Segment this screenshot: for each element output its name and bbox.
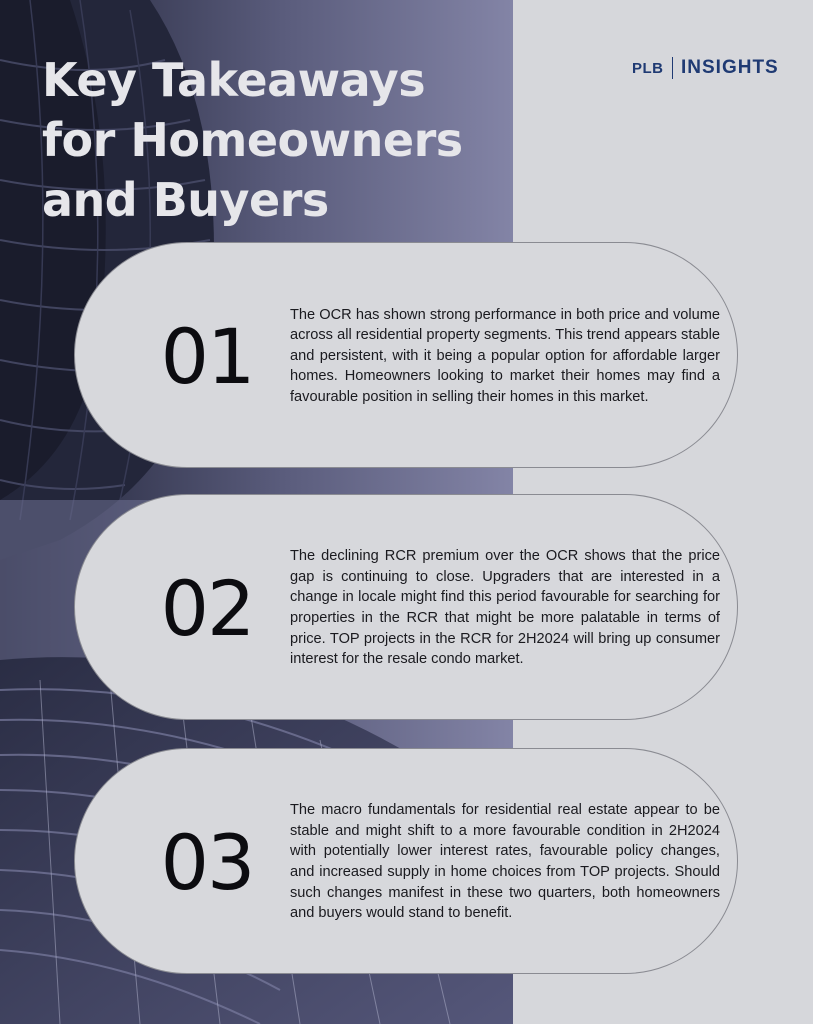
title-line: Key Takeaways <box>42 53 426 107</box>
takeaway-number: 02 <box>160 563 254 653</box>
takeaway-number: 01 <box>160 311 254 401</box>
takeaway-card-3 <box>74 748 738 974</box>
logo-insights-text: INSIGHTS <box>681 57 779 78</box>
plb-insights-logo <box>632 56 779 80</box>
takeaway-card-1 <box>74 242 738 468</box>
takeaway-text: The declining RCR premium over the OCR shows that the price gap is continuing to close. Upgraders that are interested in a change in locale might find this period favourable for searching for properties in the RCR that might be more palatable in terms of price. TOP projects in the RCR for 2H2024 will bring up consumer interest for the resale condo market. <box>290 548 720 668</box>
logo-divider <box>672 57 674 79</box>
takeaway-number: 03 <box>160 817 254 907</box>
logo-plb-text: PLB <box>632 59 664 77</box>
takeaway-card-2 <box>74 494 738 720</box>
takeaway-text: The OCR has shown strong performance in both price and volume across all residential property segments. This trend appears stable and persistent, with it being a popular option for affordable larger homes. Homeowners looking to market their homes may find a favourable position in selling their homes in this market. <box>290 306 720 405</box>
page-title <box>42 50 512 230</box>
takeaway-text: The macro fundamentals for residential real estate appear to be stable and might shift to a more favourable condition in 2H2024 with potentially lower interest rates, favourable policy changes, and increased supply in home choices from TOP projects. Should such changes manifest in these two quarters, both homeowners and buyers would stand to benefit. <box>290 802 720 922</box>
title-line: for Homeowners <box>42 113 463 167</box>
title-line: and Buyers <box>42 173 329 227</box>
